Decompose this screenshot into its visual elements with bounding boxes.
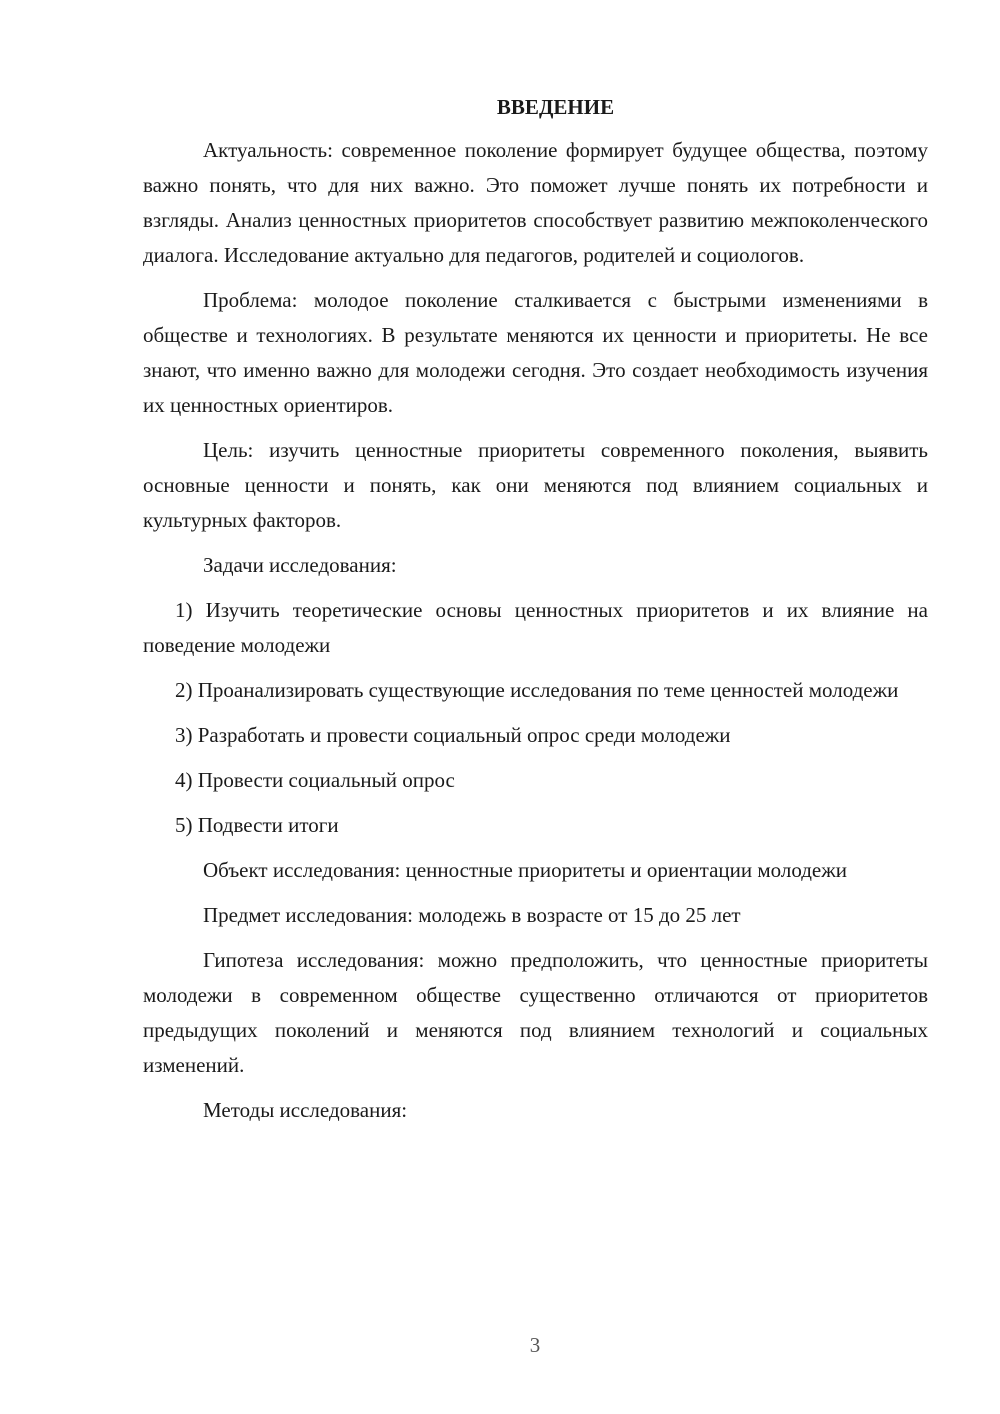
section-heading: ВВЕДЕНИЕ — [496, 95, 615, 119]
list-item: 4) Провести социальный опрос — [175, 768, 455, 792]
paragraph-subject: Предмет исследования: молодежь в возрасте от 15 до 25 лет — [203, 903, 741, 927]
paragraph-goal: Цель: изучить ценностные приоритеты современного поколения, выявить основные ценности и понять, как они меняются под влиянием социальных и культурных факторов. — [143, 438, 928, 532]
paragraph-tasks-intro: Задачи исследования: — [203, 553, 397, 577]
paragraph-problem: Проблема: молодое поколение сталкивается с быстрыми изменениями в обществе и технологиях. В результате меняются их ценности и приоритеты. Не все знают, что именно важно для молодежи сегодня. Это создает необходимость изучения их ценностных ориентиров. — [143, 288, 928, 417]
page-number: 3 — [529, 1333, 541, 1357]
document-page — [143, 90, 928, 1138]
tasks-list — [143, 593, 928, 843]
paragraph-methods: Методы исследования: — [203, 1098, 408, 1122]
list-item: 3) Разработать и провести социальный опрос среди молодежи — [175, 723, 731, 747]
paragraph-object: Объект исследования: ценностные приоритеты и ориентации молодежи — [203, 858, 847, 882]
paragraph-relevance: Актуальность: современное поколение формирует будущее общества, поэтому важно понять, что для них важно. Это поможет лучше понять их потребности и взгляды. Анализ ценностных приоритетов способствует развитию межпоколенческого диалога. Исследование актуально для педагогов, родителей и социологов. — [143, 138, 928, 267]
paragraph-hypothesis: Гипотеза исследования: можно предположить, что ценностные приоритеты молодежи в современном обществе существенно отличаются от приоритетов предыдущих поколений и меняются под влиянием технологий и социальных изменений. — [143, 948, 928, 1077]
list-item: 2) Проанализировать существующие исследования по теме ценностей молодежи — [175, 678, 899, 702]
list-item: 5) Подвести итоги — [175, 813, 339, 837]
list-item: 1) Изучить теоретические основы ценностных приоритетов и их влияние на поведение молодежи — [143, 598, 928, 657]
